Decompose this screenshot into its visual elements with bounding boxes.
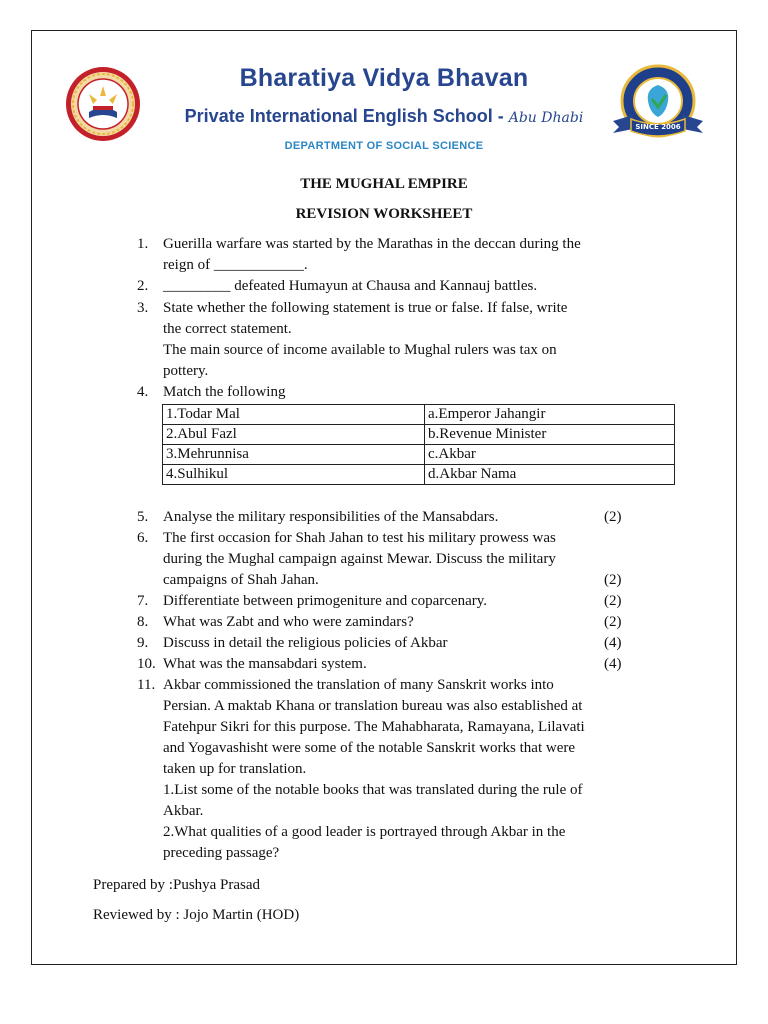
question-marks: (4) [604,656,622,672]
question-line: pottery. [163,363,209,379]
question-line: What was the mansabdari system. [163,656,367,672]
question-line: preceding passage? [163,845,280,861]
question-number: 10. [137,656,156,672]
school-subtitle [0,106,768,127]
question-line: Differentiate between primogeniture and coparcenary. [163,593,488,609]
question-line: the correct statement. [163,321,292,337]
question-line: campaigns of Shah Jahan. [163,572,319,588]
match-column-a-cell: 1.Todar Mal [163,405,425,425]
question-2 [137,276,677,297]
question-line: Fatehpur Sikri for this purpose. The Mahabharata, Ramayana, Lilavati [163,719,585,735]
match-row [163,445,675,465]
match-row [163,465,675,485]
question-number: 3. [137,300,149,316]
question-line: The main source of income available to Mughal rulers was tax on [163,342,557,358]
question-text [137,612,677,633]
school-name: Bharatiya Vidya Bhavan [239,64,529,92]
question-line: Persian. A maktab Khana or translation bureau was also established at [163,698,583,714]
question-line: Discuss in detail the religious policies of Akbar [163,635,448,651]
question-line: _________ defeated Humayun at Chausa and Kannauj battles. [163,278,538,294]
question-4 [137,382,677,403]
question-text [137,298,677,382]
question-text [137,675,677,864]
question-line: Akbar commissioned the translation of many Sanskrit works into [163,677,554,693]
question-number: 5. [137,509,149,525]
question-line: What was Zabt and who were zamindars? [163,614,414,630]
crest-since-text: SINCE 2006 [635,123,681,131]
school-subtitle-text: Private International English School - [184,106,509,126]
question-line: Match the following [163,384,286,400]
question-line: Akbar. [163,803,204,819]
question-6 [137,528,677,591]
question-text [137,654,677,675]
question-text [137,234,677,276]
match-column-b-cell: a.Emperor Jahangir [425,405,675,425]
question-number: 11. [137,677,156,693]
question-number: 4. [137,384,149,400]
match-column-a-cell: 3.Mehrunnisa [163,445,425,465]
question-marks: (2) [604,614,622,630]
question-10 [137,654,677,675]
question-9 [137,633,677,654]
question-text [137,276,677,297]
question-line: State whether the following statement is true or false. If false, write [163,300,568,316]
question-7 [137,591,677,612]
match-row [163,425,675,445]
match-column-a-cell: 4.Sulhikul [163,465,425,485]
question-line: The first occasion for Shah Jahan to test his military prowess was [163,530,556,546]
question-marks: (2) [604,572,622,588]
question-text [137,633,677,654]
question-line: Analyse the military responsibilities of the Mansabdars. [163,509,499,525]
question-number: 2. [137,278,149,294]
question-1 [137,234,677,276]
question-11 [137,675,677,864]
question-line: 1.List some of the notable books that was translated during the rule of [163,782,583,798]
question-number: 9. [137,635,149,651]
question-marks: (2) [604,593,622,609]
question-text [137,382,677,403]
question-line: and Yogavashisht were some of the notable Sanskrit works that were [163,740,576,756]
question-line: Guerilla warfare was started by the Marathas in the deccan during the [163,236,581,252]
reviewed-by: Reviewed by : Jojo Martin (HOD) [93,907,300,923]
worksheet-subtitle: REVISION WORKSHEET [295,206,473,222]
prepared-by: Prepared by :Pushya Prasad [93,877,261,893]
question-line: reign of ____________. [163,257,308,273]
question-line: 2.What qualities of a good leader is portrayed through Akbar in the [163,824,566,840]
department-name: DEPARTMENT OF SOCIAL SCIENCE [284,140,484,152]
worksheet-title: THE MUGHAL EMPIRE [300,176,468,192]
question-text [137,507,677,528]
question-number: 8. [137,614,149,630]
question-8 [137,612,677,633]
match-column-b-cell: d.Akbar Nama [425,465,675,485]
question-marks: (2) [604,509,622,525]
match-table [162,404,675,485]
question-5 [137,507,677,528]
match-column-b-cell: b.Revenue Minister [425,425,675,445]
question-text [137,591,677,612]
question-number: 6. [137,530,149,546]
question-3 [137,298,677,382]
question-line: taken up for translation. [163,761,307,777]
match-column-b-cell: c.Akbar [425,445,675,465]
question-line: during the Mughal campaign against Mewar. Discuss the military [163,551,556,567]
school-city: Abu Dhabi [508,110,584,126]
question-text [137,528,677,591]
question-number: 1. [137,236,149,252]
match-column-a-cell: 2.Abul Fazl [163,425,425,445]
match-row [163,405,675,425]
question-number: 7. [137,593,149,609]
question-marks: (4) [604,635,622,651]
